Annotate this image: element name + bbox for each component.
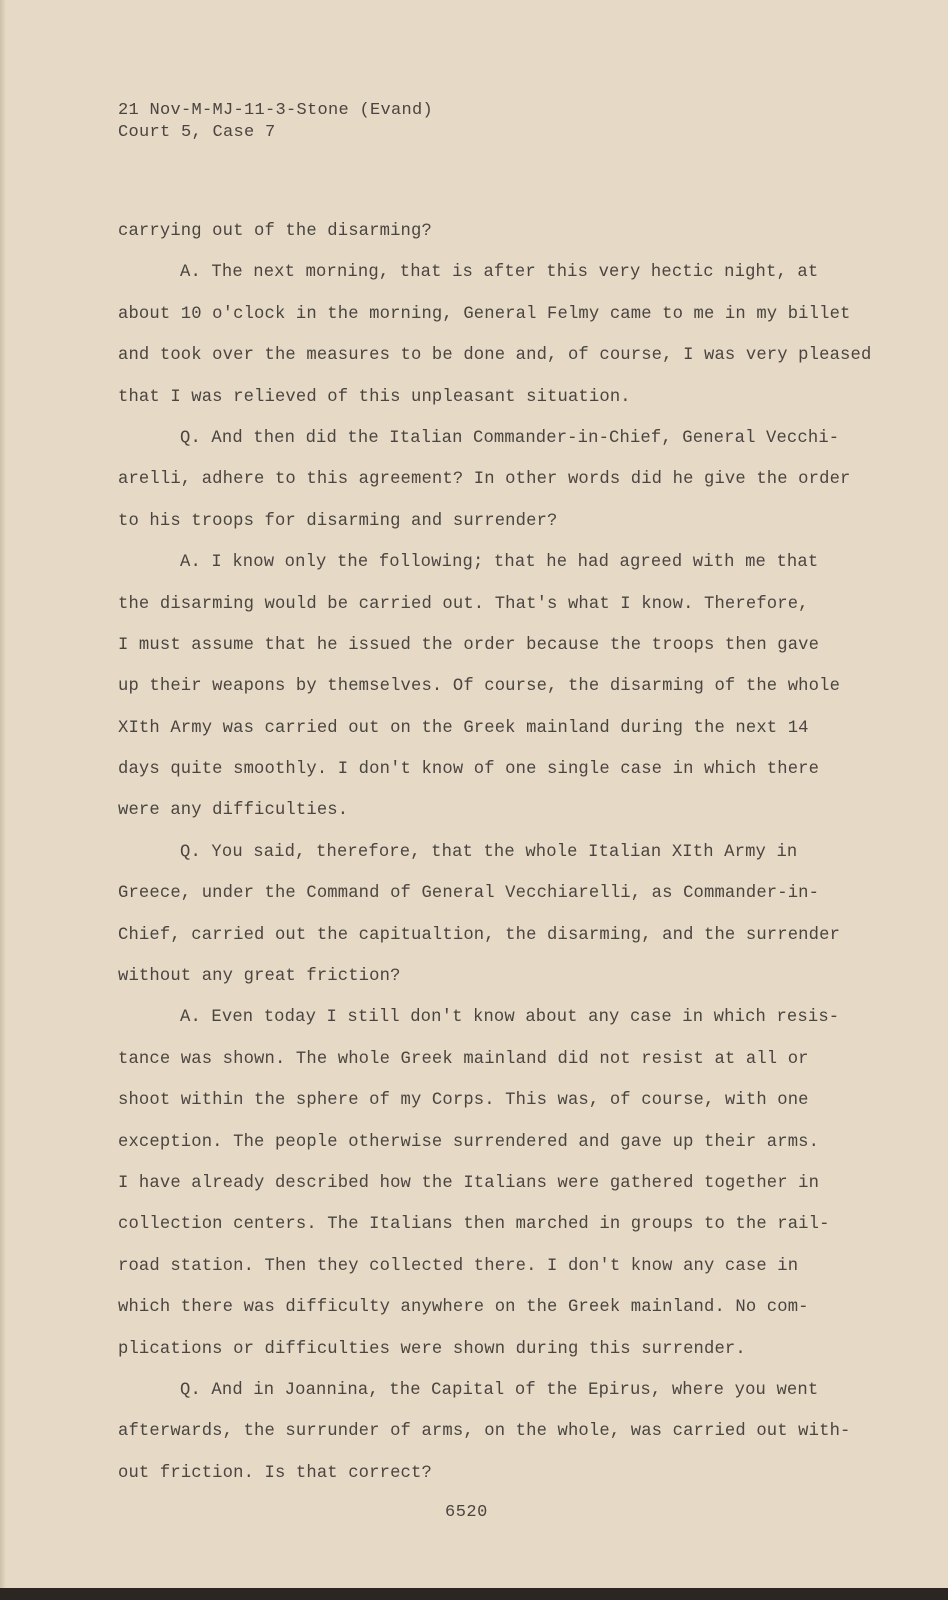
transcript-line: the disarming would be carried out. That's what I know. Therefore, — [118, 594, 809, 614]
transcript-line: and took over the measures to be done and, of course, I was very pleased — [118, 346, 872, 366]
scan-border — [0, 1588, 948, 1600]
transcript-line: shoot within the sphere of my Corps. This was, of course, with one — [118, 1091, 809, 1111]
header-reference: 21 Nov-M-MJ-11-3-Stone (Evand) — [118, 101, 434, 120]
transcript-line: A. The next morning, that is after this very hectic night, at — [180, 263, 819, 283]
transcript-line: XIth Army was carried out on the Greek mainland during the next 14 — [118, 718, 809, 738]
header-court-case: Court 5, Case 7 — [118, 123, 276, 142]
transcript-line: tance was shown. The whole Greek mainland did not resist at all or — [118, 1049, 809, 1069]
transcript-line: I have already described how the Italians were gathered together in — [118, 1173, 820, 1193]
transcript-line: collection centers. The Italians then marched in groups to the rail- — [118, 1215, 830, 1235]
page-number: 6520 — [445, 1503, 488, 1522]
transcript-line: were any difficulties. — [118, 801, 349, 821]
transcript-line: up their weapons by themselves. Of course, the disarming of the whole — [118, 677, 841, 697]
transcript-line: Greece, under the Command of General Vecchiarelli, as Commander-in- — [118, 884, 820, 904]
transcript-line: that I was relieved of this unpleasant situation. — [118, 387, 631, 407]
transcript-line: carrying out of the disarming? — [118, 222, 432, 241]
transcript-line: Q. And in Joannina, the Capital of the Epirus, where you went — [180, 1380, 819, 1400]
transcript-line: which there was difficulty anywhere on the Greek mainland. No com- — [118, 1298, 809, 1318]
transcript-line: A. I know only the following; that he had agreed with me that — [180, 553, 819, 573]
transcript-line: plications or difficulties were shown during this surrender. — [118, 1339, 746, 1359]
transcript-line: about 10 o'clock in the morning, General Felmy came to me in my billet — [118, 304, 851, 324]
transcript-line: out friction. Is that correct? — [118, 1463, 432, 1483]
transcript-line: road station. Then they collected there. I don't know any case in — [118, 1256, 799, 1276]
transcript-line: Chief, carried out the capitualtion, the disarming, and the surrender — [118, 925, 841, 945]
transcript-line: without any great friction? — [118, 967, 401, 987]
transcript-line: A. Even today I still don't know about any case in which resis- — [180, 1008, 840, 1028]
paper-edge — [0, 0, 6, 1600]
transcript-line: afterwards, the surrunder of arms, on the whole, was carried out with- — [118, 1422, 851, 1442]
transcript-line: to his troops for disarming and surrender? — [118, 511, 558, 531]
transcript-line: exception. The people otherwise surrendered and gave up their arms. — [118, 1132, 820, 1152]
transcript-line: I must assume that he issued the order because the troops then gave — [118, 635, 820, 655]
transcript-line: arelli, adhere to this agreement? In other words did he give the order — [118, 470, 851, 490]
transcript-line: Q. You said, therefore, that the whole Italian XIth Army in — [180, 842, 798, 862]
transcript-body — [118, 222, 872, 1505]
document-header — [118, 100, 433, 144]
transcript-line: days quite smoothly. I don't know of one single case in which there — [118, 760, 820, 780]
transcript-line: Q. And then did the Italian Commander-in-Chief, General Vecchi- — [180, 428, 840, 448]
